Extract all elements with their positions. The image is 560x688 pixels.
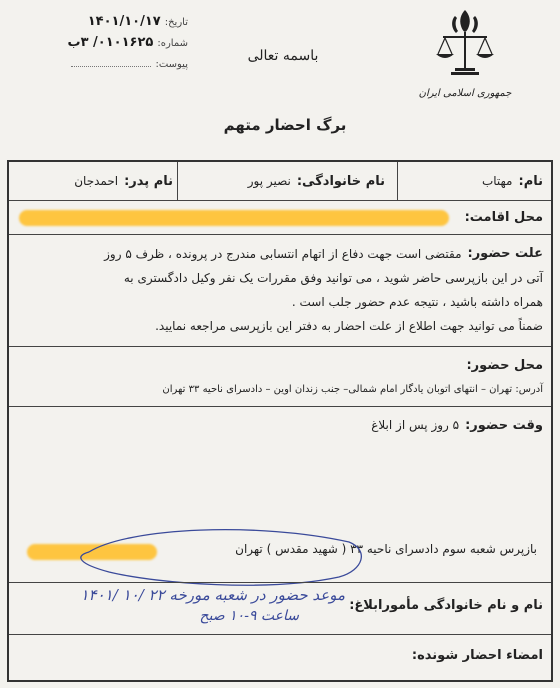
- document-meta: [18, 12, 188, 75]
- father-name-value: احمدجان: [74, 174, 119, 188]
- last-name-value: نصیر پور: [247, 174, 291, 188]
- summons-form: [7, 160, 553, 682]
- divider: [9, 200, 551, 201]
- attachment-value: [71, 54, 151, 67]
- signature-field: [343, 644, 543, 666]
- officer-label: نام و نام خانوادگی مأمورابلاغ:: [349, 597, 543, 613]
- reason-text-4: ضمناً می توانید جهت اطلاع از علت احضار به دفتر این بازپرسی مراجعه نمایید.: [155, 319, 543, 333]
- first-name-field: [423, 170, 543, 192]
- last-name-label: نام خانوادگی:: [296, 173, 385, 189]
- father-name-label: نام پدر:: [124, 173, 173, 189]
- residence-label: محل اقامت:: [464, 209, 543, 225]
- form-title: برگ احضار متهم: [223, 116, 347, 134]
- father-name-field: [13, 170, 173, 192]
- number-label: شماره:: [157, 38, 188, 49]
- reason-text-1: مقتضی است جهت دفاع از اتهام انتسابی مندرج در پرونده ، ظرف ۵ روز: [104, 247, 462, 261]
- first-name-value: مهتاب: [481, 174, 513, 188]
- reason-label: علت حضور:: [467, 246, 543, 261]
- place-label: محل حضور:: [466, 357, 543, 373]
- date-row: [18, 12, 188, 33]
- country-name: جمهوری اسلامی ایران: [418, 88, 512, 99]
- number-value: ۰۱۰۱۶۲۵/ ۳ب: [67, 35, 154, 50]
- time-field: [243, 414, 543, 436]
- attachment-label: پیوست:: [155, 59, 188, 70]
- reason-text-3: همراه داشته باشید ، نتیجه عدم حضور جلب است .: [291, 295, 543, 309]
- date-value: ۱۴۰۱/۱۰/۱۷: [87, 14, 161, 29]
- divider: [9, 406, 551, 407]
- attachment-row: [18, 54, 188, 75]
- divider: [397, 162, 398, 200]
- number-row: [18, 33, 188, 54]
- redaction-highlight: [19, 210, 449, 226]
- time-label: وقت حضور:: [465, 417, 543, 433]
- handwritten-appointment: موعد حضور در شعبه مورخه ۲۲ /۱۰ /۱۴۰۱: [80, 586, 345, 604]
- divider: [9, 346, 551, 347]
- signature-label: امضاء احضار شونده:: [411, 647, 543, 663]
- officer-field: [343, 594, 543, 616]
- divider: [177, 162, 178, 200]
- handwritten-time: ساعت ۹-۱۰ صبح: [199, 608, 299, 624]
- divider: [9, 582, 551, 583]
- divider: [9, 234, 551, 235]
- scales-of-justice-icon: [425, 6, 505, 86]
- reason-line-1: [15, 242, 543, 266]
- reason-text-2: آتی در این بازپرسی حاضر شوید ، می توانید وفق مقررات یک نفر وکیل دادگستری به: [123, 271, 543, 285]
- time-value: ۵ روز پس از ابلاغ: [371, 418, 460, 432]
- place-address: آدرس: تهران – انتهای اتوبان یادگار امام شمالی– جنب زندان اوین – دادسرای ناحیه ۳۳ تهران: [162, 384, 543, 395]
- divider: [9, 634, 551, 635]
- first-name-label: نام:: [518, 173, 543, 189]
- reason-section: [15, 242, 543, 338]
- place-field: [343, 354, 543, 376]
- bismillah-heading: باسمه تعالی: [247, 48, 319, 64]
- last-name-field: [185, 170, 385, 192]
- date-label: تاریخ:: [164, 17, 188, 28]
- state-emblem: [410, 6, 520, 99]
- branch-text: بازپرس شعبه سوم دادسرای ناحیه ۳۳ ( شهید مقدس ) تهران: [235, 542, 537, 556]
